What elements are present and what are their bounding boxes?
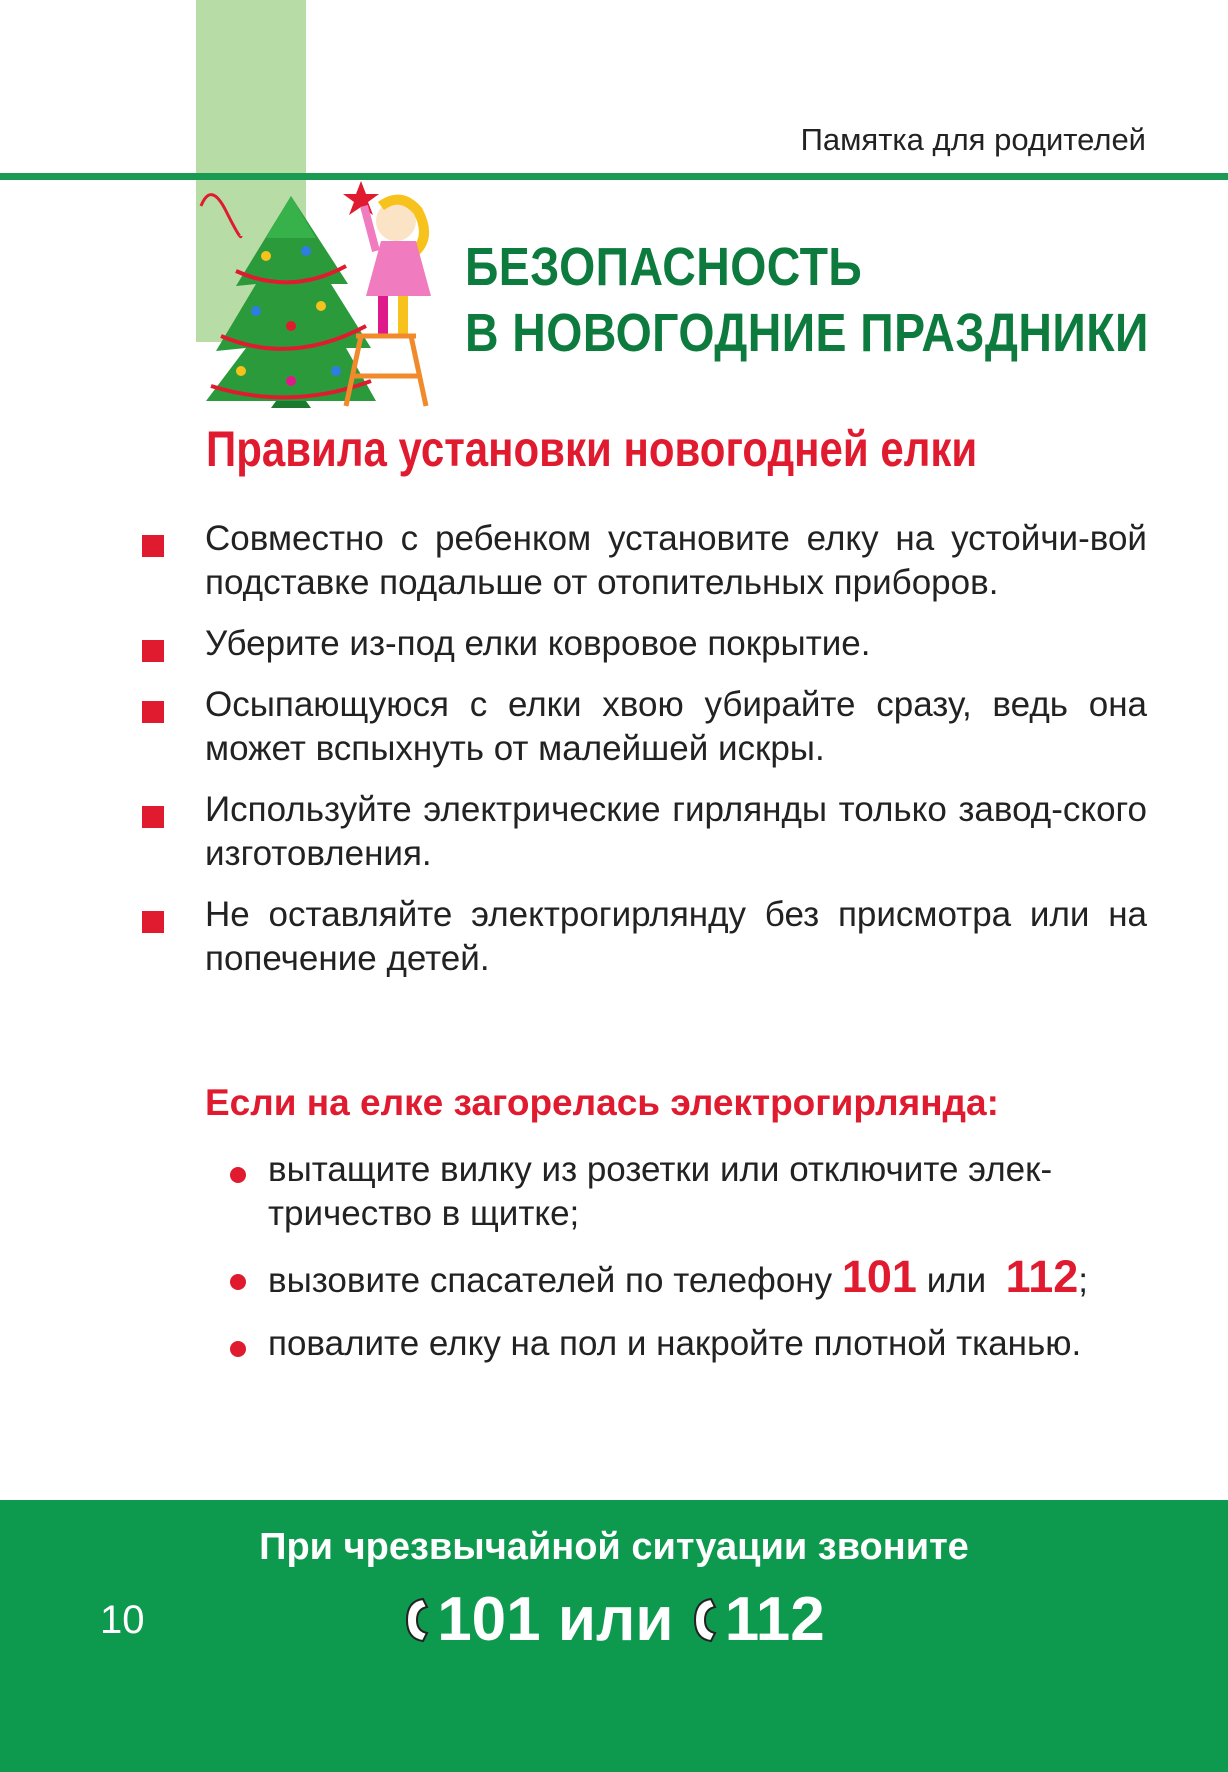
list-item: Осыпающуюся с елки хвою убирайте сразу, ведь она может вспыхнуть от малейшей искры.	[142, 683, 1147, 771]
bullet-square-icon	[142, 806, 164, 828]
page-title	[465, 234, 1149, 366]
page-title-line2: В НОВОГОДНИЕ ПРАЗДНИКИ	[465, 303, 1149, 363]
page-title-line1: БЕЗОПАСНОСТЬ	[465, 237, 863, 297]
footer-phones: 101 или 112	[0, 1584, 1228, 1655]
list-item: Не оставляйте электрогирлянду без присмотра или на попечение детей.	[142, 893, 1147, 981]
bullet-dot-icon	[230, 1167, 246, 1183]
list-item: вызовите спасателей по телефону 101 или 112;	[230, 1255, 1147, 1303]
list-item: Совместно с ребенком установите елку на устойчи-вой подставке подальше от отопительных приборов.	[142, 517, 1147, 605]
bullet-square-icon	[142, 911, 164, 933]
list-item: повалите елку на пол и накройте плотной тканью.	[230, 1322, 1147, 1366]
header-label: Памятка для родителей	[800, 122, 1146, 157]
bullet-dot-icon	[230, 1274, 246, 1290]
rules-list	[142, 517, 1147, 998]
header-divider	[0, 173, 1228, 180]
christmas-tree-illustration	[196, 176, 452, 408]
phone-icon	[403, 1597, 431, 1643]
phone-icon	[691, 1597, 719, 1643]
bullet-square-icon	[142, 701, 164, 723]
list-item: Используйте электрические гирлянды только завод-ского изготовления.	[142, 788, 1147, 876]
list-item: Уберите из-под елки ковровое покрытие.	[142, 622, 1147, 666]
fire-section-title: Если на елке загорелась электрогирлянда:	[205, 1082, 999, 1123]
bullet-square-icon	[142, 535, 164, 557]
section-title: Правила установки новогодней елки	[206, 421, 978, 477]
bullet-square-icon	[142, 640, 164, 662]
phone-number: 101	[841, 1251, 917, 1302]
bullet-dot-icon	[230, 1341, 246, 1357]
footer-text: При чрезвычайной ситуации звоните	[259, 1526, 969, 1568]
fire-steps-list	[230, 1148, 1147, 1385]
phone-number: 112	[1005, 1251, 1079, 1302]
page-number: 10	[100, 1598, 145, 1642]
list-item: вытащите вилку из розетки или отключите элек-тричество в щитке;	[230, 1148, 1147, 1236]
